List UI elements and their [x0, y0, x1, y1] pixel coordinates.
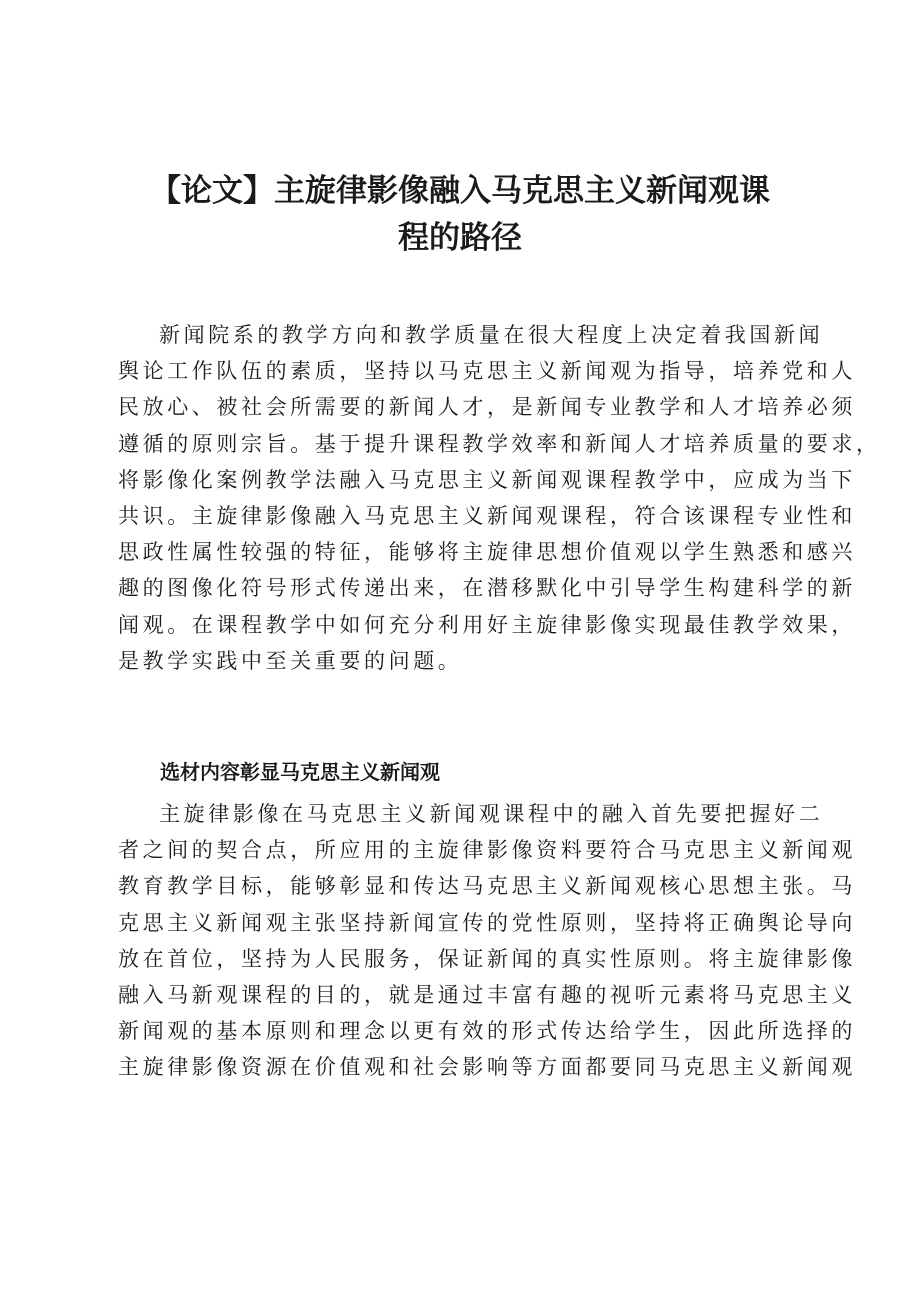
paragraph-intro — [118, 317, 881, 679]
text-line: 者之间的契合点，所应用的主旋律影像资料要符合马克思主义新闻观 — [118, 838, 856, 863]
text-line: 闻观。在课程教学中如何充分利用好主旋律影像实现最佳教学效果， — [118, 612, 856, 637]
title-line: 【论文】主旋律影像融入马克思主义新闻观课 — [150, 173, 770, 209]
text-line: 主旋律影像在马克思主义新闻观课程中的融入首先要把握好二 — [159, 802, 824, 826]
text-line: 新闻观的基本原则和理念以更有效的形式传达给学生，因此所选择的 — [118, 1019, 856, 1044]
text-line: 教育教学目标，能够彰显和传达马克思主义新闻观核心思想主张。马 — [118, 874, 856, 899]
text-line: 新闻院系的教学方向和教学质量在很大程度上决定着我国新闻 — [159, 323, 824, 347]
text-line: 放在首位，坚持为人民服务，保证新闻的真实性原则。将主旋律影像 — [118, 946, 856, 971]
text-line: 民放心、被社会所需要的新闻人才，是新闻专业教学和人才培养必须 — [118, 395, 856, 420]
document-title — [140, 168, 780, 262]
text-line: 融入马新观课程的目的，就是通过丰富有趣的视听元素将马克思主义 — [118, 983, 856, 1008]
text-line: 共识。主旋律影像融入马克思主义新闻观课程，符合该课程专业性和 — [118, 504, 856, 529]
text-line: 趣的图像化符号形式传递出来，在潜移默化中引导学生构建科学的新 — [118, 576, 856, 601]
text-line: 遵循的原则宗旨。基于提升课程教学效率和新闻人才培养质量的要求， — [118, 431, 881, 456]
text-line: 是教学实践中至关重要的问题。 — [118, 648, 463, 673]
section-heading: 选材内容彰显马克思主义新闻观 — [160, 760, 440, 784]
text-line: 思政性属性较强的特征，能够将主旋律思想价值观以学生熟悉和感兴 — [118, 540, 856, 565]
text-line: 舆论工作队伍的素质，坚持以马克思主义新闻观为指导，培养党和人 — [118, 359, 856, 384]
text-line: 克思主义新闻观主张坚持新闻宣传的党性原则，坚持将正确舆论导向 — [118, 910, 856, 935]
text-line: 将影像化案例教学法融入马克思主义新闻观课程教学中，应成为当下 — [118, 467, 856, 492]
paragraph-section — [118, 796, 856, 1086]
text-line: 主旋律影像资源在价值观和社会影响等方面都要同马克思主义新闻观 — [118, 1055, 856, 1080]
title-line: 程的路径 — [398, 220, 522, 256]
